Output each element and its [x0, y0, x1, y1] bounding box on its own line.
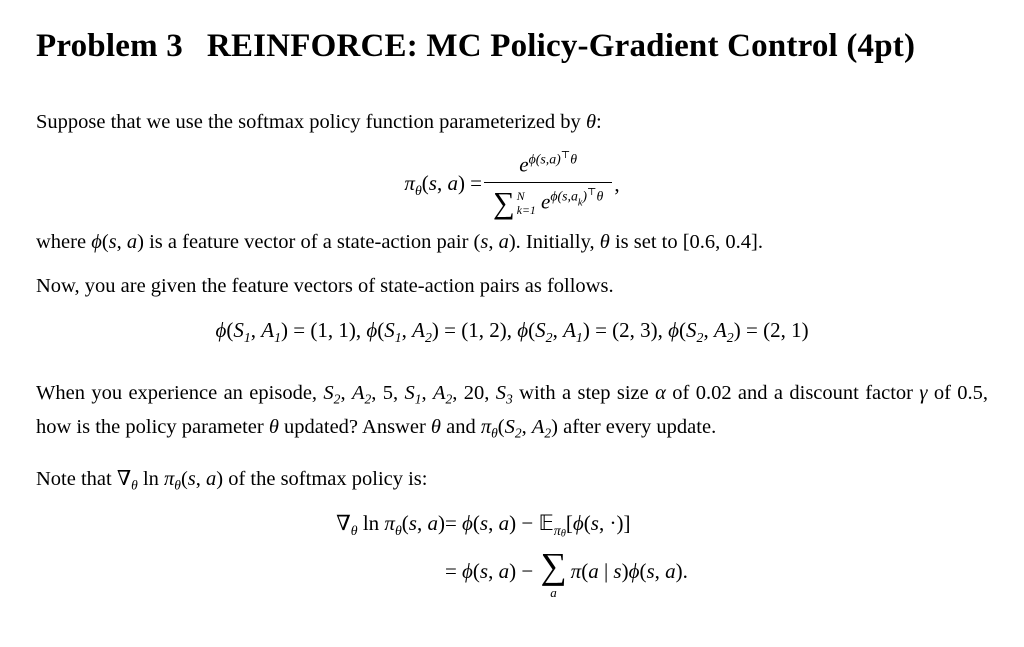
paragraph-softmax-intro: Suppose that we use the softmax policy function parameterized by θ: [36, 111, 602, 134]
eq-gradient-line1-rhs: = ϕ(s, a) − 𝔼$_{\pi\theta}$[ϕ(s, ·)] [444, 510, 631, 540]
paragraph-gradient-note: Note that $\nabla_\theta$ $\ln \pi_\theta(s$, a) of the softmax policy is: [36, 468, 428, 493]
paragraph-feature-vectors-intro: Now, you are given the feature vectors of state-action pairs as follows. [36, 274, 614, 297]
eq-gradient-line2-rhs: = ϕ(s, a) − ∑ a π(a | s)ϕ(s, a). [444, 545, 688, 601]
eq-softmax-lhs: $\pi_\theta(s$, a) = [404, 170, 483, 198]
sum-operator: ∑ N k=1 [493, 186, 536, 221]
fraction-numerator: $e^{\phi(s,a)⊤\theta}$ [519, 150, 578, 177]
fraction [484, 150, 612, 219]
eq-gradient-line1-lhs: $\nabla_\theta$ $\ln \pi_\theta(s$, a) [336, 510, 445, 538]
equation-gradient-identity [336, 511, 688, 599]
sum-operator: ∑ a [540, 545, 567, 601]
equation-softmax-policy [36, 150, 988, 219]
equation-feature-vectors: $\phi(S_1$, $A_1) = (1$, 1), $\phi(S_1$, $A_2) = (1$, 2), $\phi(S_2$, $A_1) = (2$, 3), $\phi(S_2$, $A_2) = (2$, 1) [215, 317, 809, 345]
paragraph-feature-vector-def: where ϕ(s, a) is a feature vector of a state-action pair (s, a). Initially, θ is set to [0.6, 0.4]. [36, 230, 763, 253]
problem-title [36, 28, 988, 64]
fraction-denominator: ∑ N k=1 $e^{\phi(s,a}k^{)⊤\theta}$ [484, 182, 612, 219]
problem-name: REINFORCE: MC Policy-Gradient Control (4pt) [206, 28, 916, 64]
eq-softmax-comma: , [614, 172, 620, 197]
problem-number: Problem 3 [36, 28, 183, 64]
paragraph-episode-question: When you experience an episode, $S_2$, $A_2$, 5, $S_1$, $A_2$, 20, $S_3$ with a step size α of 0.02 and a discount factor γ of 0.5, how is the policy parameter θ updated? Answer θ and $\pi_\theta(S_2$, $A_2$) after every update. [36, 381, 989, 442]
eq-gradient-line2-lhs [336, 548, 445, 599]
